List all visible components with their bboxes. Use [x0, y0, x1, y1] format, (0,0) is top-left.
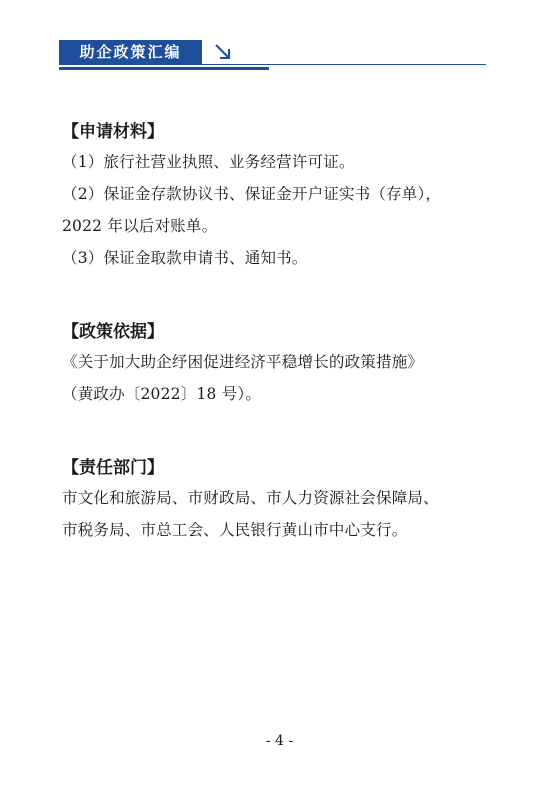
basis-line: （黄政办〔2022〕18 号）。 [62, 385, 262, 403]
header-tab-label: 助企政策汇编 [59, 40, 202, 64]
basis-line: 《关于加大助企纾困促进经济平稳增长的政策措施》 [62, 353, 424, 371]
header-divider-thin [59, 64, 486, 65]
header-divider-thick [59, 67, 269, 70]
departments-line: 市文化和旅游局、市财政局、市人力资源社会保障局、 [62, 489, 439, 507]
departments-line: 市税务局、市总工会、人民银行黄山市中心支行。 [62, 521, 408, 539]
materials-line: （1）旅行社营业执照、业务经营许可证。 [62, 153, 355, 171]
materials-line: （2）保证金存款协议书、保证金开户证实书（存单）， [62, 185, 442, 203]
materials-line: （3）保证金取款申请书、通知书。 [62, 249, 308, 267]
diagonal-arrow-icon [211, 40, 235, 64]
materials-line: 2022 年以后对账单。 [62, 217, 218, 235]
page-header [59, 40, 486, 70]
section-heading-departments: 【责任部门】 [62, 458, 164, 478]
document-body [62, 118, 502, 546]
section-heading-basis: 【政策依据】 [62, 322, 164, 342]
section-heading-materials: 【申请材料】 [62, 122, 164, 142]
page-number: - 4 - [265, 733, 294, 749]
